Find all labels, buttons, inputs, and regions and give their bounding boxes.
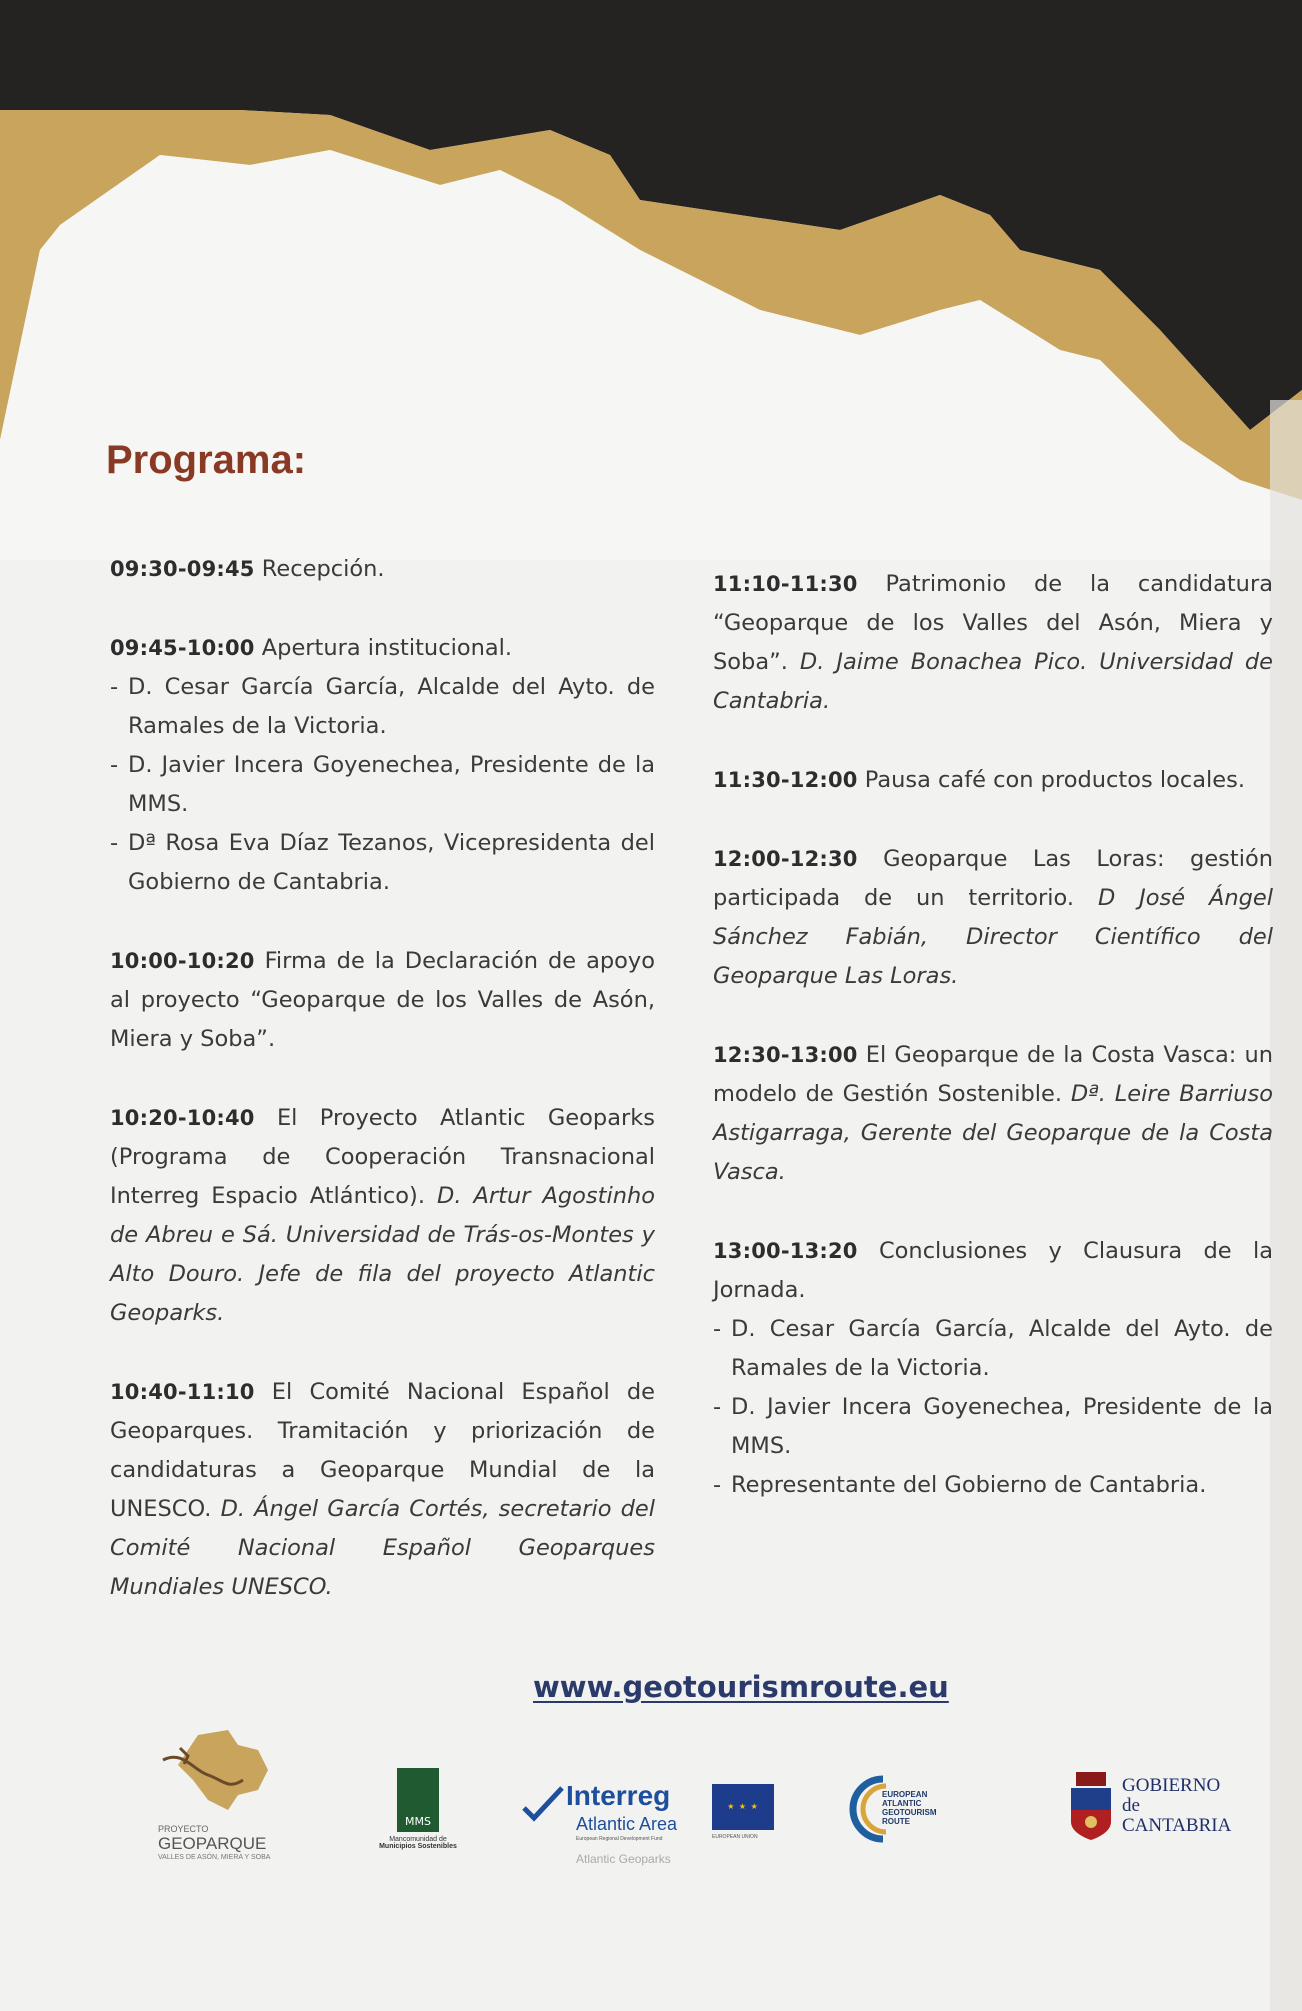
cantabria-line3: CANTABRIA [1122,1815,1232,1836]
interreg-area: Atlantic Area [576,1814,678,1834]
cantabria-shield-icon [1068,1770,1114,1842]
schedule-text: Geoparque Las Loras: gestión participada de un territorio. [713,846,1273,911]
schedule-text: Firma de la Declaración de apoyo al proyecto “Geoparque de los Valles de Asón, Miera y Soba”. [110,948,655,1052]
schedule-right-column [713,565,1273,1545]
eu-label: EUROPEAN UNION [712,1834,758,1840]
eu-flag-icon: ★ ★ ★ [712,1784,774,1830]
mms-logo [368,1768,468,1868]
geoparque-map-icon [158,1720,288,1820]
cantabria-line1: GOBIERNO [1122,1775,1221,1796]
schedule-speaker: D. Jaime Bonachea Pico. Universidad de Cantabria. [713,649,1273,714]
sponsor-logos [150,1720,1270,1880]
schedule-time: 10:40-11:10 [110,1380,255,1404]
route-line2: ATLANTIC [882,1799,922,1808]
schedule-text: Conclusiones y Clausura de la Jornada. [713,1238,1273,1303]
schedule-item [713,840,1273,996]
schedule-item [110,550,655,589]
schedule-speaker: Dª. Leire Barriuso Astigarraga, Gerente del Geoparque de la Costa Vasca. [713,1081,1273,1185]
schedule-time: 10:20-10:40 [110,1106,255,1130]
mms-logo-line2: Municipios Sostenibles [379,1843,457,1850]
participant: - D. Cesar García García, Alcalde del Ayto. de Ramales de la Victoria. [110,668,655,746]
schedule-speaker: D. Artur Agostinho de Abreu e Sá. Universidad de Trás-os-Montes y Alto Douro. Jefe de fila del proyecto Atlantic Geoparks. [110,1183,655,1326]
schedule-text: El Comité Nacional Español de Geoparques. Tramitación y priorización de candidaturas a Geoparque Mundial de la UNESCO. [110,1379,655,1522]
mms-badge [397,1768,439,1832]
schedule-item [110,942,655,1059]
schedule-item [110,1373,655,1607]
participant-list [110,668,655,902]
interreg-fund: European Regional Development Fund [576,1836,663,1842]
schedule-text: Pausa café con productos locales. [864,767,1245,793]
geoparque-logo-line2: GEOPARQUE [158,1834,267,1853]
geotourism-route-logo [848,1774,968,1874]
interreg-swoosh-icon [522,1786,564,1822]
schedule-left-column [110,550,655,1647]
schedule-speaker: D. Ángel García Cortés, secretario del Comité Nacional Español Geoparques Mundiales UNESCO. [110,1496,656,1600]
geoparque-logo-line1: PROYECTO [158,1824,209,1834]
schedule-time: 10:00-10:20 [110,949,255,973]
mms-badge-text: MMS [405,1815,431,1828]
schedule-text: Apertura institucional. [261,635,513,661]
participant: - Representante del Gobierno de Cantabria. [713,1466,1273,1505]
route-line4: ROUTE [882,1817,910,1826]
geoparque-logo [158,1720,288,1880]
schedule-time: 13:00-13:20 [713,1239,858,1263]
interreg-project: Atlantic Geoparks [576,1852,671,1866]
route-line1: EUROPEAN [882,1790,928,1799]
geoparque-logo-line3: VALLES DE ASÓN, MIERA Y SOBA [158,1854,271,1861]
participant: - D. Javier Incera Goyenechea, Presidente de la MMS. [110,746,655,824]
website-link[interactable]: www.geotourismroute.eu [533,1670,949,1704]
participant: - D. Javier Incera Goyenechea, Presidente de la MMS. [713,1388,1273,1466]
interreg-name: Interreg [566,1780,671,1811]
schedule-item [713,761,1273,800]
route-line3: GEOTOURISM [882,1808,937,1817]
interreg-logo [522,1780,782,1880]
participant: - D. Cesar García García, Alcalde del Ayto. de Ramales de la Victoria. [713,1310,1273,1388]
schedule-item [713,1036,1273,1192]
schedule-item [713,565,1273,721]
mms-logo-line1: Mancomunidad de [389,1836,447,1843]
participant: - Dª Rosa Eva Díaz Tezanos, Vicepresidenta del Gobierno de Cantabria. [110,824,655,902]
schedule-text: Patrimonio de la candidatura “Geoparque de los Valles del Asón, Miera y Soba”. [713,571,1273,675]
schedule-speaker: D José Ángel Sánchez Fabián, Director Científico del Geoparque Las Loras. [713,885,1273,989]
schedule-time: 11:10-11:30 [713,572,858,596]
participant-list [713,1310,1273,1505]
gobierno-cantabria-logo [1068,1770,1268,1870]
schedule-time: 12:00-12:30 [713,847,858,871]
schedule-item [110,1099,655,1333]
schedule-text: El Proyecto Atlantic Geoparks (Programa de Cooperación Transnacional Interreg Espacio Atlántico). [110,1105,655,1209]
schedule-item [713,1232,1273,1505]
schedule-item [110,629,655,902]
schedule-time: 12:30-13:00 [713,1043,858,1067]
cantabria-line2: de [1122,1795,1140,1816]
schedule-time: 09:30-09:45 [110,557,255,581]
schedule-text: Recepción. [261,556,385,582]
program-title: Programa: [106,438,307,482]
schedule-time: 09:45-10:00 [110,636,255,660]
schedule-text: El Geoparque de la Costa Vasca: un modelo de Gestión Sostenible. [713,1042,1273,1107]
schedule-time: 11:30-12:00 [713,768,858,792]
